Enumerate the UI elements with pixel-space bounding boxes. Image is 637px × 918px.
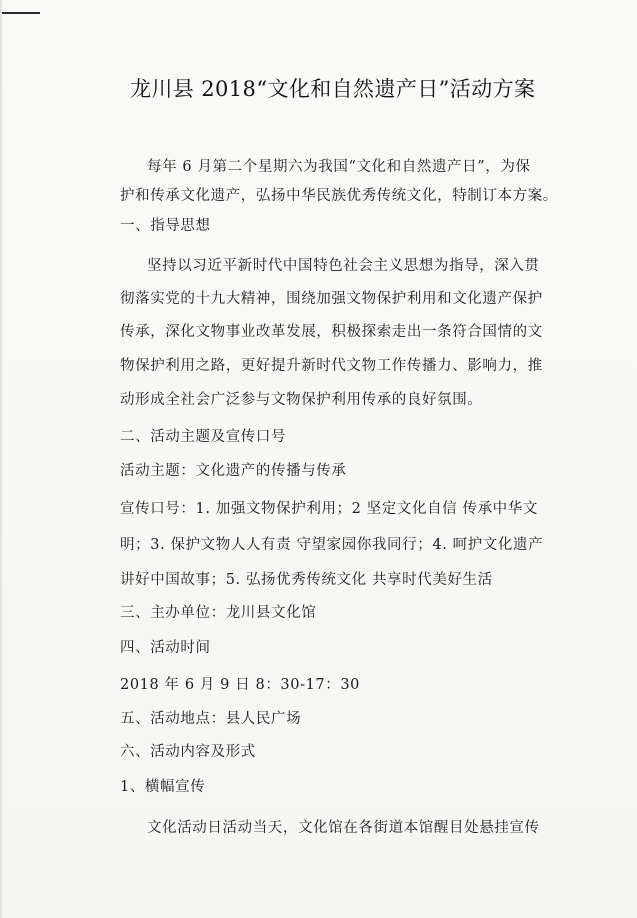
section-heading-organizer: 三、主办单位：龙川县文化馆	[120, 605, 317, 621]
section-heading-time: 四、活动时间	[120, 640, 211, 656]
guiding-ideology-line-5: 动形成全社会广泛参与文物保护利用传承的良好氛围。	[120, 392, 483, 408]
slogan-line-2: 明；3. 保护文物人人有责 守望家园你我同行；4. 呵护文化遗产	[120, 537, 544, 553]
section-heading-content-form: 六、活动内容及形式	[120, 744, 256, 760]
section-heading-location: 五、活动地点：县人民广场	[120, 711, 302, 727]
document-title: 龙川县 2018“文化和自然遗产日”活动方案	[130, 77, 536, 101]
guiding-ideology-line-3: 传承，深化文物事业改革发展，积极探索走出一条符合国情的文	[120, 324, 543, 340]
section-heading-guiding-ideology: 一、指导思想	[120, 218, 211, 234]
guiding-ideology-line-2: 彻落实党的十九大精神，围绕加强文物保护利用和文化遗产保护	[120, 291, 543, 307]
scan-edge-shadow	[0, 0, 3, 918]
guiding-ideology-line-1: 坚持以习近平新时代中国特色社会主义思想为指导，深入贯	[147, 258, 540, 274]
scan-edge-mark	[2, 12, 40, 14]
banner-text-line-1: 文化活动日活动当天，文化馆在各街道本馆醒目处悬挂宣传	[147, 820, 540, 836]
section-heading-theme-slogan: 二、活动主题及宣传口号	[120, 429, 287, 445]
activity-time: 2018 年 6 月 9 日 8：30-17：30	[120, 677, 360, 693]
slogan-line-1: 宣传口号：1. 加强文物保护利用；2 坚定文化自信 传承中华文	[120, 501, 538, 517]
activity-theme: 活动主题：文化遗产的传播与传承	[120, 463, 347, 479]
intro-line-2: 护和传承文化遗产，弘扬中华民族优秀传统文化，特制订本方案。	[120, 188, 558, 204]
subheading-banner: 1、横幅宣传	[120, 779, 206, 795]
guiding-ideology-line-4: 物保护利用之路，更好提升新时代文物工作传播力、影响力，推	[120, 358, 543, 374]
slogan-line-3: 讲好中国故事；5. 弘扬优秀传统文化 共享时代美好生活	[120, 572, 493, 588]
intro-line-1: 每年 6 月第二个星期六为我国“文化和自然遗产日”，为保	[147, 159, 531, 175]
